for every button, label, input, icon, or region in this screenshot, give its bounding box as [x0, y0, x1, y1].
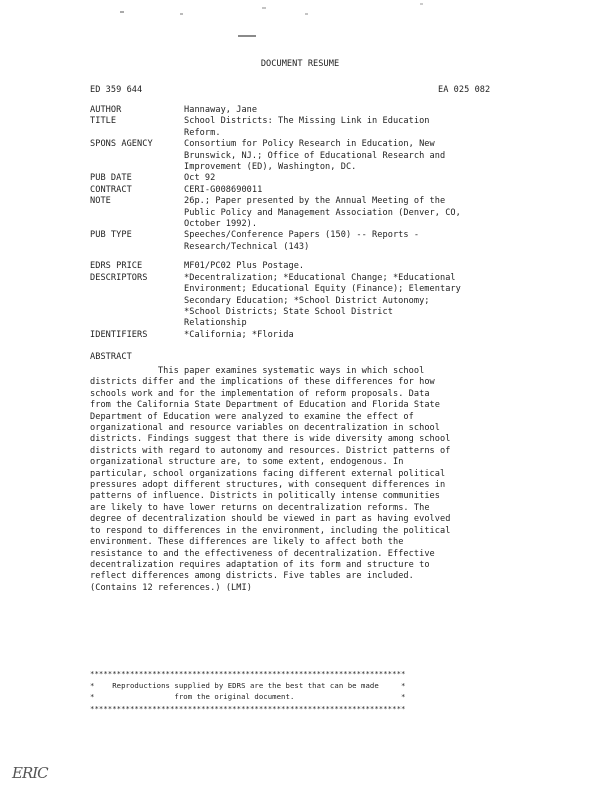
- abstract-label: ABSTRACT: [90, 352, 132, 362]
- field-value: Oct 92: [184, 173, 216, 184]
- field-label: SPONS AGENCY: [90, 139, 153, 150]
- abstract-line: patterns of influence. Districts in politically intense communities: [90, 491, 440, 502]
- field-label: PUB DATE: [90, 173, 132, 184]
- ea-number: EA 025 082: [438, 85, 491, 95]
- abstract-line: particular, school organizations facing different external political: [90, 468, 446, 479]
- field-label: DESCRIPTORS: [90, 272, 148, 283]
- field-pub-date: [90, 173, 570, 184]
- document-title: DOCUMENT RESUME: [260, 59, 340, 69]
- field-value: 26p.; Paper presented by the Annual Meeting of the Public Policy and Management Association (Denver, CO, October 1992).: [184, 196, 461, 230]
- footer-line: ***********************************************************************: [90, 669, 406, 678]
- scan-marks: [0, 0, 600, 40]
- field-value: Hannaway, Jane: [184, 105, 258, 115]
- eric-logo: [10, 756, 48, 786]
- resume-fields: [90, 105, 570, 341]
- field-edrs-price: [90, 261, 570, 272]
- abstract-line: pressures adopt different structures, with consequent differences in: [90, 480, 446, 491]
- field-title: [90, 116, 570, 139]
- footer-line: ***********************************************************************: [90, 703, 406, 713]
- field-contract: [90, 185, 570, 196]
- footer-line: * from the original document. *: [90, 692, 406, 701]
- field-value: Speeches/Conference Papers (150) -- Reports - Research/Technical (143): [184, 230, 420, 252]
- abstract-line: (Contains 12 references.) (LMI): [90, 582, 252, 593]
- spacer: [90, 253, 570, 261]
- field-label: TITLE: [90, 116, 117, 127]
- footer-line: * Reproductions supplied by EDRS are the best that can be made *: [90, 680, 406, 690]
- field-value: School Districts: The Missing Link in Education Reform.: [184, 116, 430, 138]
- field-value: *California; *Florida: [184, 329, 294, 340]
- field-identifiers: [90, 330, 570, 341]
- abstract-body: [90, 366, 520, 594]
- abstract-line: schools work and for the implementation of reform proposals. Data: [90, 388, 430, 399]
- abstract-line: degree of decentralization should be viewed in part as having evolved: [90, 514, 451, 525]
- field-author: [90, 105, 570, 116]
- abstract-line: Department of Education were analyzed to examine the effect of: [90, 411, 414, 422]
- abstract-line: organizational structure are, to some extent, endogenous. In: [90, 457, 404, 468]
- eric-logo-text: ERIC: [12, 764, 48, 782]
- abstract-line: decentralization requires adaptation of its form and structure to: [90, 559, 430, 570]
- field-pub-type: [90, 230, 570, 253]
- abstract-line: districts with regard to autonomy and resources. District patterns of: [90, 445, 451, 456]
- field-value: CERI-G008690011: [184, 184, 263, 195]
- field-label: AUTHOR: [90, 105, 122, 115]
- field-value: MF01/PC02 Plus Postage.: [184, 261, 305, 272]
- field-value: Consortium for Policy Research in Education, New Brunswick, NJ.; Office of Educational Research and Improvement (ED), Washington, DC.: [184, 139, 446, 173]
- abstract-line: organizational and resource variables on decentralization in school: [90, 423, 440, 434]
- ed-number: ED 359 644: [90, 85, 143, 95]
- abstract-line: environment. These differences are likely to affect both the: [90, 537, 404, 548]
- field-note: [90, 196, 570, 230]
- abstract-line: districts. Findings suggest that there is wide diversity among school: [90, 434, 451, 445]
- abstract-line: from the California State Department of Education and Florida State: [90, 400, 440, 411]
- field-label: IDENTIFIERS: [90, 329, 148, 340]
- reproduction-notice: [90, 668, 510, 714]
- field-label: PUB TYPE: [90, 230, 132, 241]
- field-label: CONTRACT: [90, 184, 132, 195]
- field-spons-agency: [90, 139, 570, 173]
- field-value: *Decentralization; *Educational Change; *Educational Environment; Educational Equity (Finance); Elementary Secondary Education; *School District Autonomy; *School Districts; State School District Relationship: [184, 272, 461, 329]
- abstract-line: This paper examines systematic ways in which school: [90, 366, 425, 376]
- abstract-line: are likely to have lower returns on decentralization reforms. The: [90, 502, 430, 513]
- field-descriptors: [90, 273, 570, 330]
- field-label: EDRS PRICE: [90, 261, 143, 272]
- field-label: NOTE: [90, 196, 111, 207]
- abstract-line: districts differ and the implications of these differences for how: [90, 377, 435, 388]
- abstract-line: to respond to differences in the environment, including the political: [90, 525, 451, 536]
- abstract-line: reflect differences among districts. Five tables are included.: [90, 571, 414, 582]
- abstract-line: resistance to and the effectiveness of decentralization. Effective: [90, 548, 435, 559]
